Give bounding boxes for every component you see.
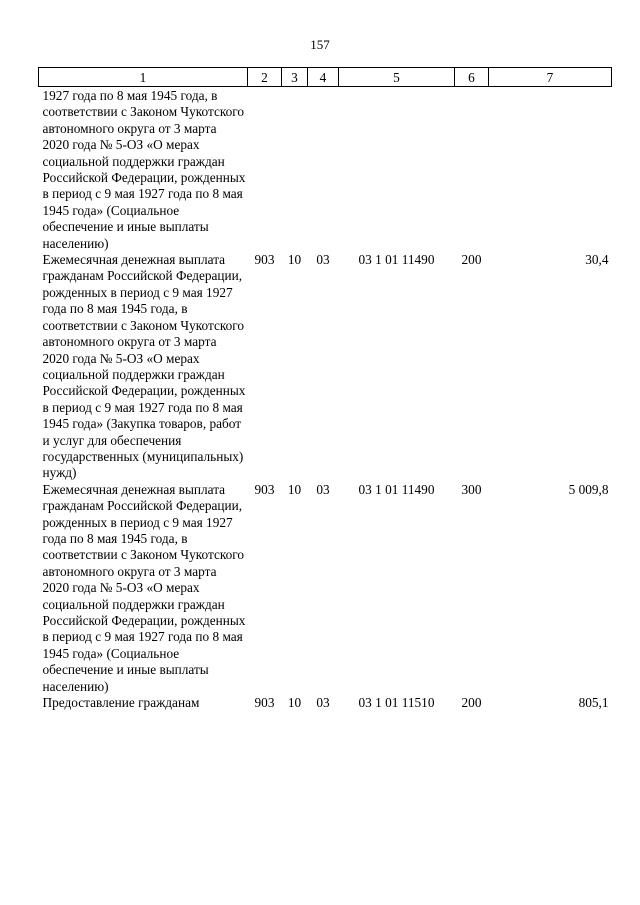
row-name: 1927 года по 8 мая 1945 года, в соответствии с Законом Чукотского автономного округа от 3 марта 2020 года № 5-ОЗ «О мерах социальной поддержки граждан Российской Федерации, рожденных в период с 9 мая 1927 года по 8 мая 1945 года» (Социальное обеспечение и иные выплаты населению): [42, 88, 246, 251]
header-col-2: 2: [248, 68, 282, 87]
header-col-4: 4: [308, 68, 339, 87]
row-expense-type: [455, 87, 489, 253]
header-col-5: 5: [339, 68, 455, 87]
row-amount: [489, 87, 612, 253]
row-subsection: 03: [316, 252, 330, 268]
header-col-1: 1: [39, 68, 248, 87]
header-row: [39, 68, 612, 87]
row-subsection: 03: [316, 695, 330, 711]
row-amount: 805,1: [578, 695, 609, 711]
header-col-3: 3: [282, 68, 308, 87]
row-amount: 30,4: [585, 252, 609, 268]
row-target-article: 03 1 01 11490: [358, 252, 435, 268]
table-row: [39, 695, 612, 711]
row-section: [282, 87, 308, 253]
page-number: 157: [310, 37, 330, 52]
row-subsection: [308, 87, 339, 253]
row-expense-type: 200: [461, 695, 482, 711]
budget-table: [38, 67, 612, 711]
row-name: Ежемесячная денежная выплата гражданам Российской Федерации, рожденных в период с 9 мая 1927 года по 8 мая 1945 года, в соответствии с Законом Чукотского автономного округа от 3 марта 2020 года № 5-ОЗ «О мерах социальной поддержки граждан Российской Федерации, рожденных в период с 9 мая 1927 года по 8 мая 1945 года» (Закупка товаров, работ и услуг для обеспечения государственных (муниципальных) нужд): [42, 252, 246, 481]
header-col-7: 7: [489, 68, 612, 87]
row-target-article: 03 1 01 11490: [358, 481, 435, 497]
row-section: 10: [287, 481, 302, 497]
table-row: [39, 87, 612, 253]
row-section: 10: [287, 695, 302, 711]
row-ministry-code: 903: [254, 695, 275, 711]
row-expense-type: 300: [461, 481, 482, 497]
table-row: [39, 482, 612, 695]
header-col-6: 6: [455, 68, 489, 87]
row-name: Ежемесячная денежная выплата гражданам Российской Федерации, рожденных в период с 9 мая 1927 года по 8 мая 1945 года, в соответствии с Законом Чукотского автономного округа от 3 марта 2020 года № 5-ОЗ «О мерах социальной поддержки граждан Российской Федерации, рожденных в период с 9 мая 1927 года по 8 мая 1945 года» (Социальное обеспечение и иные выплаты населению): [42, 481, 246, 694]
row-name: Предоставление гражданам: [42, 695, 200, 711]
row-target-article: 03 1 01 11510: [358, 695, 435, 711]
row-subsection: 03: [316, 481, 330, 497]
row-section: 10: [287, 252, 302, 268]
row-ministry-code: 903: [254, 481, 275, 497]
table-row: [39, 252, 612, 482]
row-target-article: [339, 87, 455, 253]
row-expense-type: 200: [461, 252, 482, 268]
row-ministry-code: 903: [254, 252, 275, 268]
row-ministry-code: [248, 87, 282, 253]
row-amount: 5 009,8: [568, 481, 609, 497]
